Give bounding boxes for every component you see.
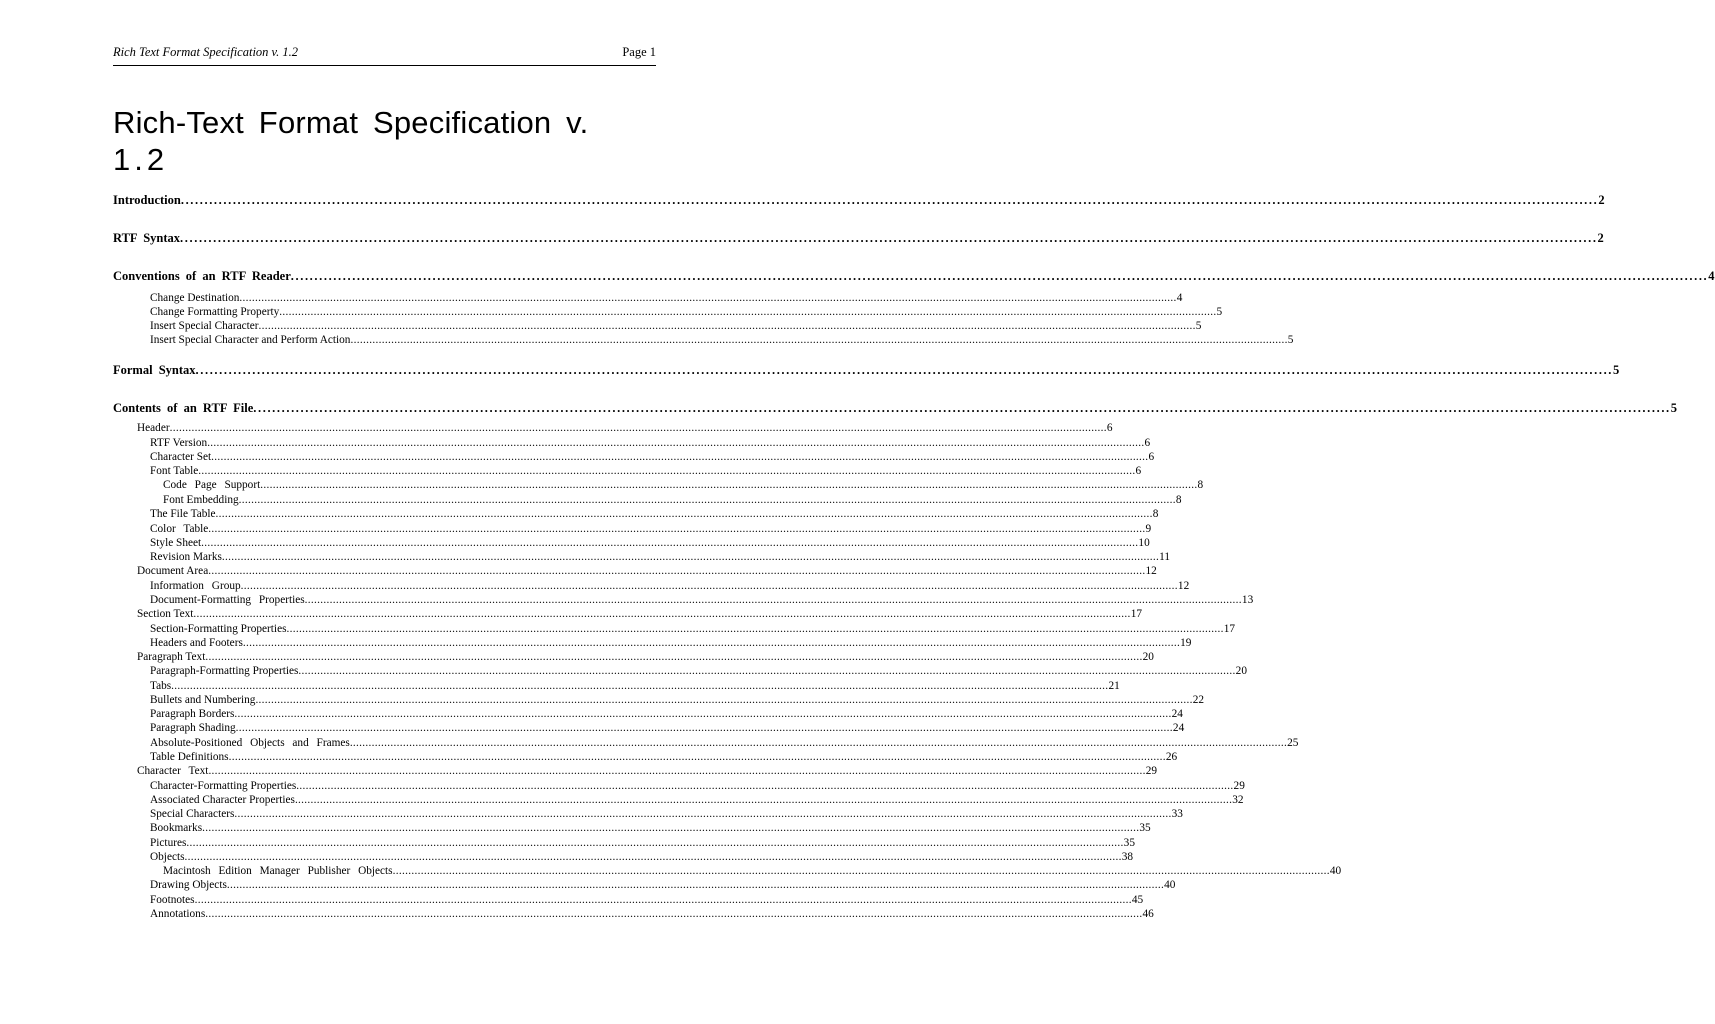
toc-entry-label: Tabs bbox=[150, 680, 172, 692]
toc-entry bbox=[150, 305, 1223, 319]
toc-entry-page: 5 bbox=[1670, 401, 1678, 415]
toc-entry-page: 20 bbox=[1235, 665, 1247, 677]
toc-entry-label: Header bbox=[137, 422, 170, 434]
document-title-line-1: Rich-Text Format Specification v. bbox=[113, 105, 589, 140]
toc-entry bbox=[150, 821, 1151, 835]
toc-entry bbox=[137, 607, 1142, 621]
toc-leader-dots: ............................................................................................................................................................................................................................................................................................................ bbox=[180, 193, 1599, 207]
toc-entry-label: Insert Special Character bbox=[150, 320, 259, 332]
toc-leader-dots: ............................................................................................................................................................................................................................................................................................................ bbox=[350, 334, 1288, 346]
toc-entry-page: 6 bbox=[1106, 422, 1113, 434]
toc-entry bbox=[113, 230, 1604, 246]
toc-entry bbox=[150, 333, 1294, 347]
toc-entry-page: 5 bbox=[1287, 334, 1294, 346]
toc-entry-page: 26 bbox=[1165, 751, 1178, 763]
toc-leader-dots: ............................................................................................................................................................................................................................................................................................................ bbox=[198, 465, 1136, 477]
toc-leader-dots: ............................................................................................................................................................................................................................................................................................................ bbox=[392, 865, 1330, 877]
toc-leader-dots: ............................................................................................................................................................................................................................................................................................................ bbox=[239, 292, 1177, 304]
header-page-number: Page 1 bbox=[622, 45, 656, 59]
toc-leader-dots: ............................................................................................................................................................................................................................................................................................................ bbox=[242, 637, 1181, 649]
toc-leader-dots: ............................................................................................................................................................................................................................................................................................................ bbox=[260, 479, 1198, 491]
toc-entry-page: 46 bbox=[1142, 908, 1154, 920]
toc-leader-dots: ............................................................................................................................................................................................................................................................................................................ bbox=[205, 651, 1143, 663]
toc-entry bbox=[150, 664, 1247, 678]
toc-entry-page: 38 bbox=[1121, 851, 1134, 863]
toc-leader-dots: ............................................................................................................................................................................................................................................................................................................ bbox=[194, 894, 1132, 906]
toc-leader-dots: ............................................................................................................................................................................................................................................................................................................ bbox=[169, 422, 1107, 434]
toc-entry bbox=[150, 878, 1176, 892]
toc-entry-label: Introduction bbox=[113, 193, 181, 207]
toc-leader-dots: ............................................................................................................................................................................................................................................................................................................ bbox=[201, 537, 1139, 549]
toc-entry bbox=[150, 907, 1154, 921]
toc-leader-dots: ............................................................................................................................................................................................................................................................................................................ bbox=[240, 580, 1178, 592]
toc-entry-page: 4 bbox=[1176, 292, 1183, 304]
toc-entry-page: 6 bbox=[1148, 451, 1155, 463]
toc-entry-label: Paragraph Text bbox=[137, 651, 206, 663]
toc-entry bbox=[163, 478, 1204, 492]
toc-entry bbox=[113, 192, 1605, 208]
toc-entry-label: Character Set bbox=[150, 451, 212, 463]
toc-leader-dots: ............................................................................................................................................................................................................................................................................................................ bbox=[234, 808, 1172, 820]
toc-leader-dots: ............................................................................................................................................................................................................................................................................................................ bbox=[221, 551, 1160, 563]
toc-entry-page: 2 bbox=[1598, 193, 1605, 207]
toc-leader-dots: ............................................................................................................................................................................................................................................................................................................ bbox=[296, 780, 1234, 792]
toc-entry-label: Formal Syntax bbox=[113, 363, 196, 377]
document-title-line-2: 1.2 bbox=[113, 142, 169, 177]
toc-entry bbox=[150, 707, 1183, 721]
toc-entry bbox=[150, 779, 1245, 793]
toc-entry bbox=[150, 893, 1144, 907]
toc-leader-dots: ............................................................................................................................................................................................................................................................................................................ bbox=[349, 737, 1288, 749]
toc-leader-dots: ............................................................................................................................................................................................................................................................................................................ bbox=[180, 231, 1598, 245]
toc-leader-dots: ............................................................................................................................................................................................................................................................................................................ bbox=[255, 694, 1193, 706]
toc-entry-page: 4 bbox=[1708, 269, 1715, 283]
toc-entry-label: Paragraph Borders bbox=[150, 708, 235, 720]
toc-entry-label: Revision Marks bbox=[150, 551, 222, 563]
toc-entry-page: 12 bbox=[1177, 580, 1190, 592]
toc-entry-page: 10 bbox=[1138, 537, 1150, 549]
toc-entry-page: 21 bbox=[1108, 680, 1120, 692]
toc-entry bbox=[150, 679, 1120, 693]
toc-leader-dots: ............................................................................................................................................................................................................................................................................................................ bbox=[304, 594, 1242, 606]
toc-leader-dots: ............................................................................................................................................................................................................................................................................................................ bbox=[258, 320, 1196, 332]
toc-leader-dots: ............................................................................................................................................................................................................................................................................................................ bbox=[286, 623, 1224, 635]
toc-leader-dots: ............................................................................................................................................................................................................................................................................................................ bbox=[290, 269, 1709, 283]
toc-leader-dots: ............................................................................................................................................................................................................................................................................................................ bbox=[195, 363, 1614, 377]
toc-leader-dots: ............................................................................................................................................................................................................................................................................................................ bbox=[208, 765, 1146, 777]
toc-entry-label: Pictures bbox=[150, 837, 187, 849]
toc-entry bbox=[150, 793, 1244, 807]
toc-entry-label: Annotations bbox=[150, 908, 206, 920]
toc-entry bbox=[150, 291, 1183, 305]
toc-entry-page: 8 bbox=[1197, 479, 1204, 491]
toc-entry-label: Document-Formatting Properties bbox=[150, 594, 305, 606]
toc-entry-label: Contents of an RTF File bbox=[113, 401, 254, 415]
toc-leader-dots: ............................................................................................................................................................................................................................................................................................................ bbox=[207, 437, 1145, 449]
toc-leader-dots: ............................................................................................................................................................................................................................................................................................................ bbox=[211, 451, 1149, 463]
toc-entry-label: Font Embedding bbox=[163, 494, 239, 506]
toc-entry-page: 29 bbox=[1145, 765, 1157, 777]
toc-entry-page: 17 bbox=[1223, 623, 1236, 635]
toc-leader-dots: ............................................................................................................................................................................................................................................................................................................ bbox=[235, 722, 1173, 734]
toc-entry bbox=[150, 636, 1192, 650]
toc-entry bbox=[150, 436, 1151, 450]
toc-entry-label: Color Table bbox=[150, 523, 209, 535]
toc-leader-dots: ............................................................................................................................................................................................................................................................................................................ bbox=[208, 565, 1146, 577]
toc-entry-label: Conventions of an RTF Reader bbox=[113, 269, 291, 283]
toc-leader-dots: ............................................................................................................................................................................................................................................................................................................ bbox=[208, 523, 1146, 535]
toc-entry-page: 24 bbox=[1172, 722, 1185, 734]
toc-entry-page: 29 bbox=[1233, 780, 1245, 792]
toc-entry-page: 5 bbox=[1216, 306, 1223, 318]
toc-entry-page: 40 bbox=[1164, 879, 1176, 891]
toc-leader-dots: ............................................................................................................................................................................................................................................................................................................ bbox=[279, 306, 1217, 318]
toc-entry bbox=[163, 493, 1182, 507]
toc-entry-label: Font Table bbox=[150, 465, 199, 477]
toc-entry-page: 45 bbox=[1131, 894, 1144, 906]
toc-leader-dots: ............................................................................................................................................................................................................................................................................................................ bbox=[193, 608, 1131, 620]
toc-entry-label: Change Destination bbox=[150, 292, 240, 304]
toc-entry bbox=[150, 693, 1204, 707]
toc-entry-page: 33 bbox=[1171, 808, 1183, 820]
toc-entry-label: Associated Character Properties bbox=[150, 794, 295, 806]
toc-entry-label: Objects bbox=[150, 851, 185, 863]
toc-entry bbox=[137, 764, 1157, 778]
toc-entry bbox=[150, 550, 1171, 564]
toc-entry bbox=[150, 536, 1150, 550]
toc-leader-dots: ............................................................................................................................................................................................................................................................................................................ bbox=[205, 908, 1143, 920]
toc-entry-page: 8 bbox=[1152, 508, 1159, 520]
toc-entry bbox=[137, 650, 1154, 664]
toc-entry-label: Code Page Support bbox=[163, 479, 261, 491]
toc-leader-dots: ............................................................................................................................................................................................................................................................................................................ bbox=[186, 837, 1124, 849]
toc-leader-dots: ............................................................................................................................................................................................................................................................................................................ bbox=[294, 794, 1233, 806]
toc-leader-dots: ............................................................................................................................................................................................................................................................................................................ bbox=[171, 680, 1109, 692]
toc-leader-dots: ............................................................................................................................................................................................................................................................................................................ bbox=[202, 822, 1140, 834]
toc-leader-dots: ............................................................................................................................................................................................................................................................................................................ bbox=[226, 879, 1165, 891]
toc-entry-label: Table Definitions bbox=[150, 751, 229, 763]
toc-entry-label: Document Area bbox=[137, 565, 209, 577]
toc-entry-label: RTF Syntax bbox=[113, 231, 181, 245]
toc-leader-dots: ............................................................................................................................................................................................................................................................................................................ bbox=[298, 665, 1236, 677]
toc-leader-dots: ............................................................................................................................................................................................................................................................................................................ bbox=[238, 494, 1176, 506]
header-title: Rich Text Format Specification v. 1.2 bbox=[113, 45, 299, 59]
toc-entry bbox=[150, 593, 1254, 607]
toc-entry-label: Footnotes bbox=[150, 894, 195, 906]
toc-entry-label: Bookmarks bbox=[150, 822, 203, 834]
toc-entry-page: 2 bbox=[1597, 231, 1604, 245]
toc-entry bbox=[150, 507, 1159, 521]
toc-entry-label: Drawing Objects bbox=[150, 879, 227, 891]
toc-entry-label: Character-Formatting Properties bbox=[150, 780, 297, 792]
toc-entry-label: Absolute-Positioned Objects and Frames bbox=[150, 737, 350, 749]
toc-entry-page: 11 bbox=[1159, 551, 1171, 563]
toc-entry-page: 5 bbox=[1195, 320, 1202, 332]
toc-entry-page: 24 bbox=[1171, 708, 1183, 720]
toc-leader-dots: ............................................................................................................................................................................................................................................................................................................ bbox=[234, 708, 1172, 720]
toc-entry-page: 22 bbox=[1192, 694, 1204, 706]
toc-entry-label: Paragraph Shading bbox=[150, 722, 236, 734]
toc-entry bbox=[150, 721, 1185, 735]
toc-entry bbox=[150, 750, 1178, 764]
toc-entry-page: 25 bbox=[1287, 737, 1299, 749]
toc-entry-label: Style Sheet bbox=[150, 537, 202, 549]
toc-entry-page: 12 bbox=[1145, 565, 1157, 577]
toc-entry-label: Macintosh Edition Manager Publisher Objects bbox=[163, 865, 393, 877]
toc-entry bbox=[113, 400, 1678, 416]
toc-entry-label: RTF Version bbox=[150, 437, 208, 449]
toc-entry-page: 35 bbox=[1123, 837, 1135, 849]
toc-entry bbox=[163, 864, 1342, 878]
toc-leader-dots: ............................................................................................................................................................................................................................................................................................................ bbox=[228, 751, 1166, 763]
toc-entry-page: 17 bbox=[1130, 608, 1142, 620]
toc-entry-page: 9 bbox=[1145, 523, 1152, 535]
toc-entry bbox=[113, 268, 1715, 284]
toc-entry bbox=[150, 450, 1155, 464]
toc-entry-page: 6 bbox=[1135, 465, 1142, 477]
toc-entry bbox=[137, 564, 1157, 578]
toc-leader-dots: ............................................................................................................................................................................................................................................................................................................ bbox=[253, 401, 1671, 415]
toc-entry-page: 19 bbox=[1180, 637, 1192, 649]
toc-entry-label: Bullets and Numbering bbox=[150, 694, 256, 706]
toc-entry-page: 40 bbox=[1329, 865, 1342, 877]
toc-entry-label: Paragraph-Formatting Properties bbox=[150, 665, 299, 677]
toc-leader-dots: ............................................................................................................................................................................................................................................................................................................ bbox=[215, 508, 1153, 520]
toc-entry-page: 20 bbox=[1142, 651, 1154, 663]
toc-entry bbox=[150, 736, 1299, 750]
toc-entry bbox=[150, 850, 1134, 864]
toc-entry-page: 5 bbox=[1613, 363, 1620, 377]
toc-entry-page: 35 bbox=[1139, 822, 1151, 834]
toc-entry-label: The File Table bbox=[150, 508, 216, 520]
toc-entry bbox=[150, 807, 1183, 821]
toc-entry-label: Change Formatting Property bbox=[150, 306, 280, 318]
toc-entry bbox=[150, 622, 1236, 636]
toc-entry-page: 13 bbox=[1241, 594, 1254, 606]
toc-entry bbox=[150, 464, 1142, 478]
toc-entry-label: Section Text bbox=[137, 608, 194, 620]
toc-entry bbox=[113, 362, 1620, 378]
toc-entry-label: Insert Special Character and Perform Action bbox=[150, 334, 351, 346]
toc-entry bbox=[150, 522, 1152, 536]
toc-entry-label: Special Characters bbox=[150, 808, 235, 820]
toc-entry-label: Information Group bbox=[150, 580, 241, 592]
toc-entry-page: 8 bbox=[1175, 494, 1182, 506]
toc-leader-dots: ............................................................................................................................................................................................................................................................................................................ bbox=[184, 851, 1122, 863]
toc-entry bbox=[150, 836, 1135, 850]
toc-entry bbox=[150, 319, 1202, 333]
toc-entry-label: Section-Formatting Properties bbox=[150, 623, 287, 635]
toc-entry bbox=[137, 421, 1113, 435]
toc-entry-page: 32 bbox=[1232, 794, 1244, 806]
toc-entry-label: Character Text bbox=[137, 765, 209, 777]
toc-entry-label: Headers and Footers bbox=[150, 637, 243, 649]
toc-entry bbox=[150, 579, 1190, 593]
toc-entry-page: 6 bbox=[1144, 437, 1151, 449]
